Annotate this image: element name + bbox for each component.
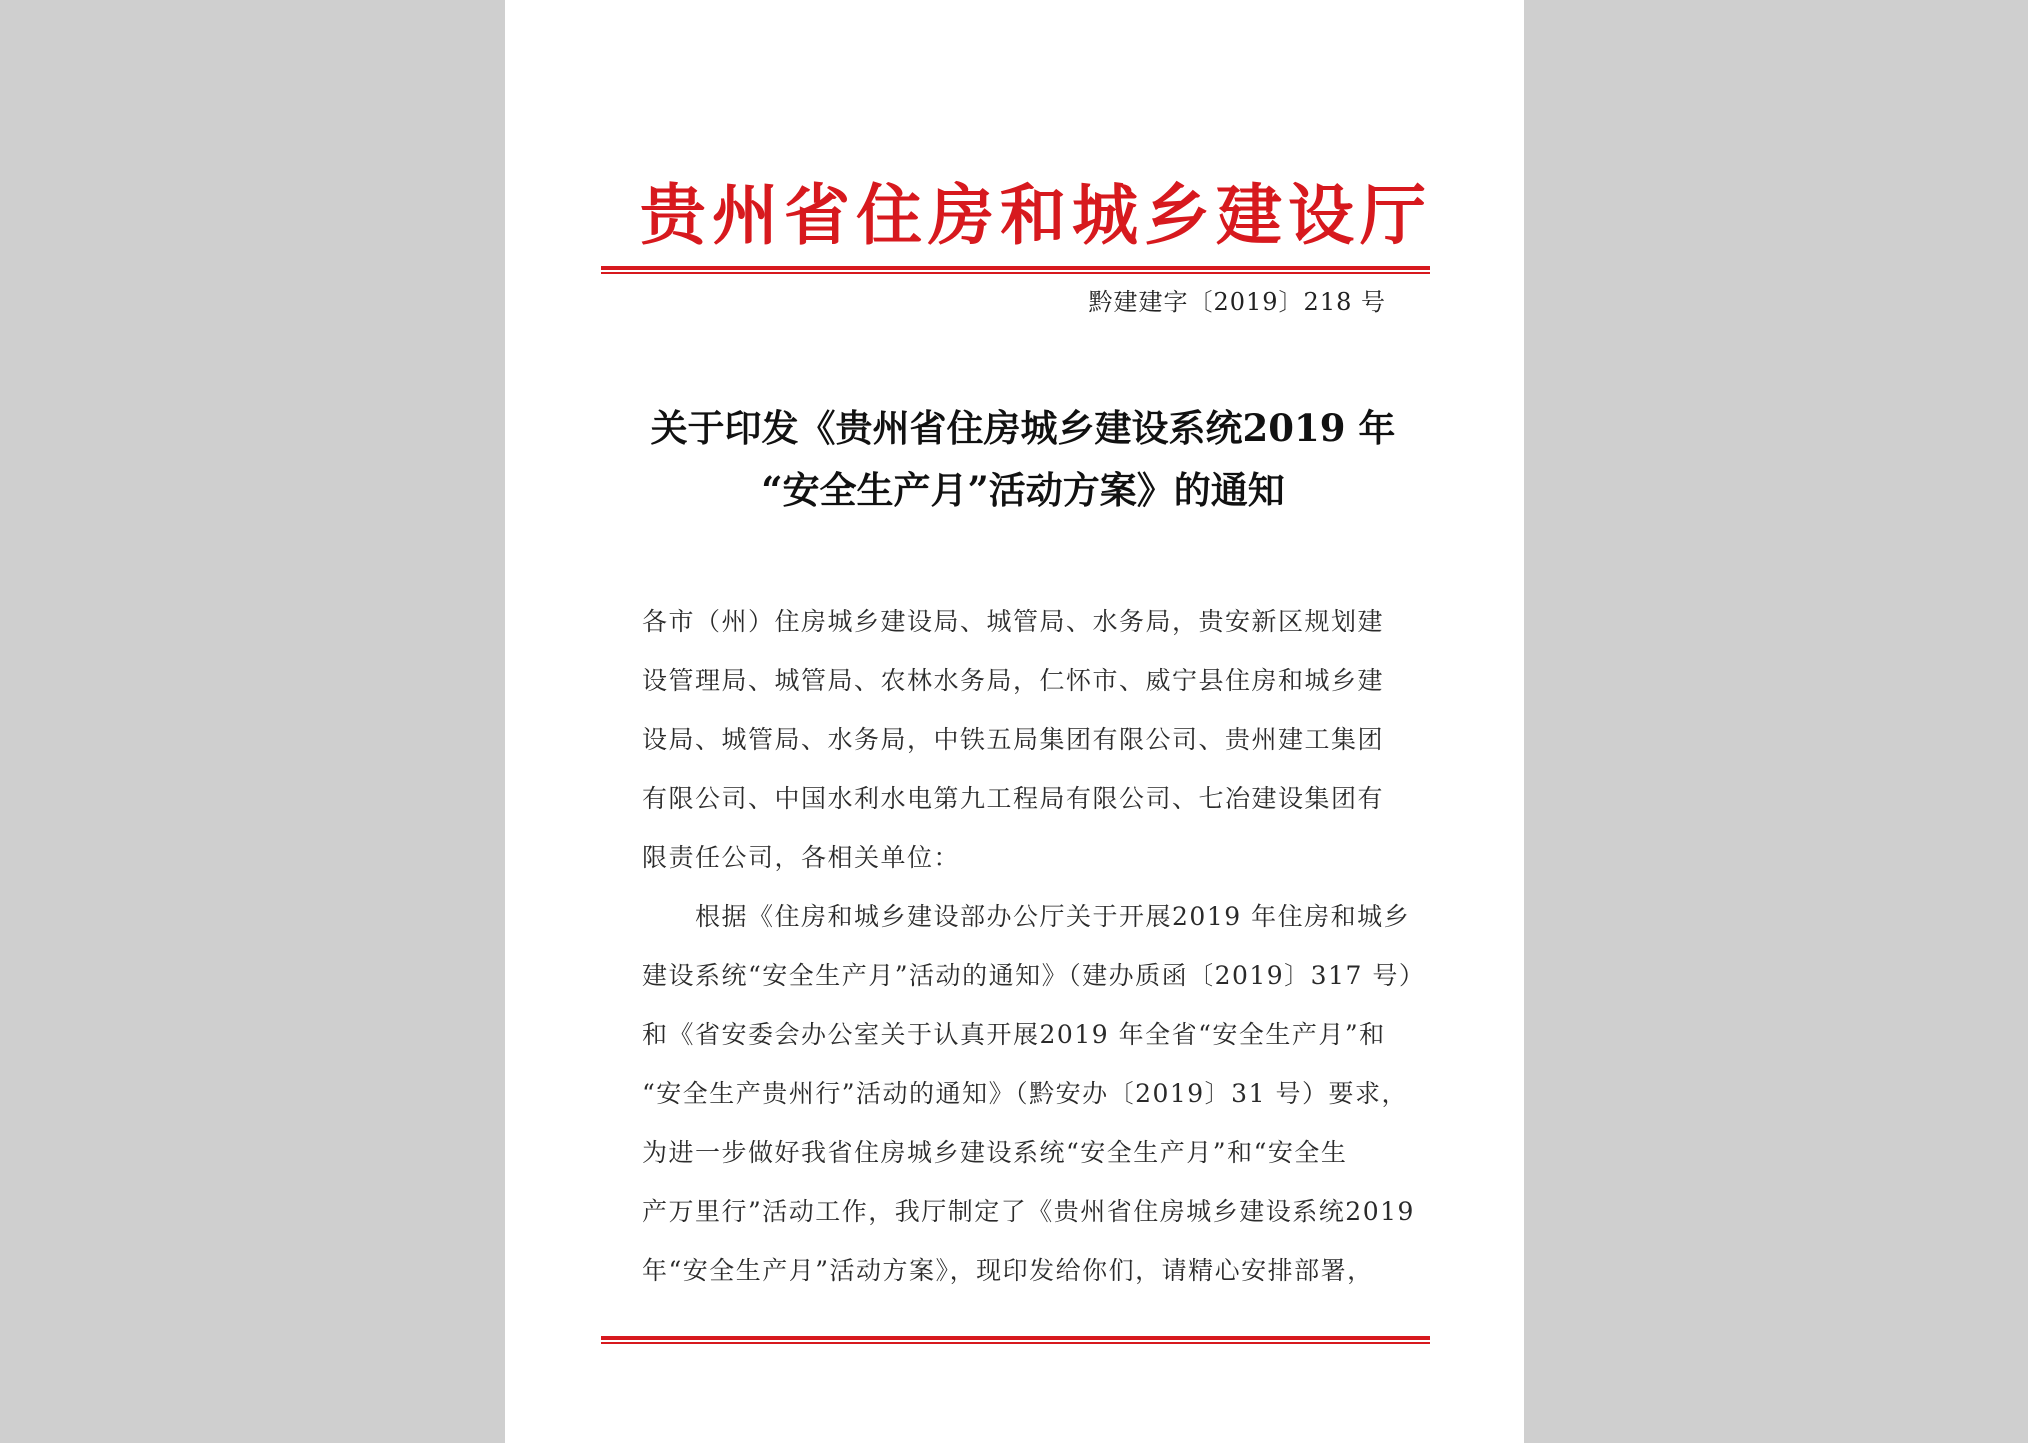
body-line: 为进一步做好我省住房城乡建设系统“安全生产月”和“安全生 [642, 1138, 1348, 1167]
body-line: 建设系统“安全生产月”活动的通知》（建办质函〔2019〕317 号） [642, 961, 1426, 990]
red-rule-thick-line [601, 1336, 1430, 1340]
body-line: 根据《住房和城乡建设部办公厅关于开展2019 年住房和城乡 [642, 902, 1411, 931]
red-rule-thick-line [601, 266, 1430, 270]
body-line: 限责任公司，各相关单位： [642, 843, 961, 872]
document-title-line: 关于印发《贵州省住房城乡建设系统2019 年 [650, 406, 1396, 450]
red-rule-thin-line [601, 1342, 1430, 1344]
letterhead-title: 贵州省住房和城乡建设厅 [640, 176, 1432, 254]
document-body [642, 592, 1426, 1300]
document-page [505, 0, 1524, 1443]
body-line: 年“安全生产月”活动方案》，现印发给你们，请精心安排部署， [642, 1256, 1374, 1285]
red-rule-thin-line [601, 272, 1430, 274]
footer-red-rule [601, 1336, 1430, 1345]
document-title-line: “安全生产月”活动方案》的通知 [761, 468, 1285, 512]
body-line: 设管理局、城管局、农林水务局，仁怀市、威宁县住房和城乡建 [642, 666, 1385, 695]
document-title [643, 397, 1403, 521]
body-line: 各市（州）住房城乡建设局、城管局、水务局，贵安新区规划建 [642, 607, 1385, 636]
body-line: 设局、城管局、水务局，中铁五局集团有限公司、贵州建工集团 [642, 725, 1385, 754]
body-line: 产万里行”活动工作，我厅制定了《贵州省住房城乡建设系统2019 [642, 1197, 1415, 1226]
letterhead-red-rule [601, 266, 1430, 275]
document-number: 黔建建字〔2019〕218 号 [1088, 288, 1386, 316]
body-line: “安全生产贵州行”活动的通知》（黔安办〔2019〕31 号）要求， [642, 1079, 1408, 1108]
body-line: 有限公司、中国水利水电第九工程局有限公司、七冶建设集团有 [642, 784, 1385, 813]
body-line: 和《省安委会办公室关于认真开展2019 年全省“安全生产月”和 [642, 1020, 1386, 1049]
